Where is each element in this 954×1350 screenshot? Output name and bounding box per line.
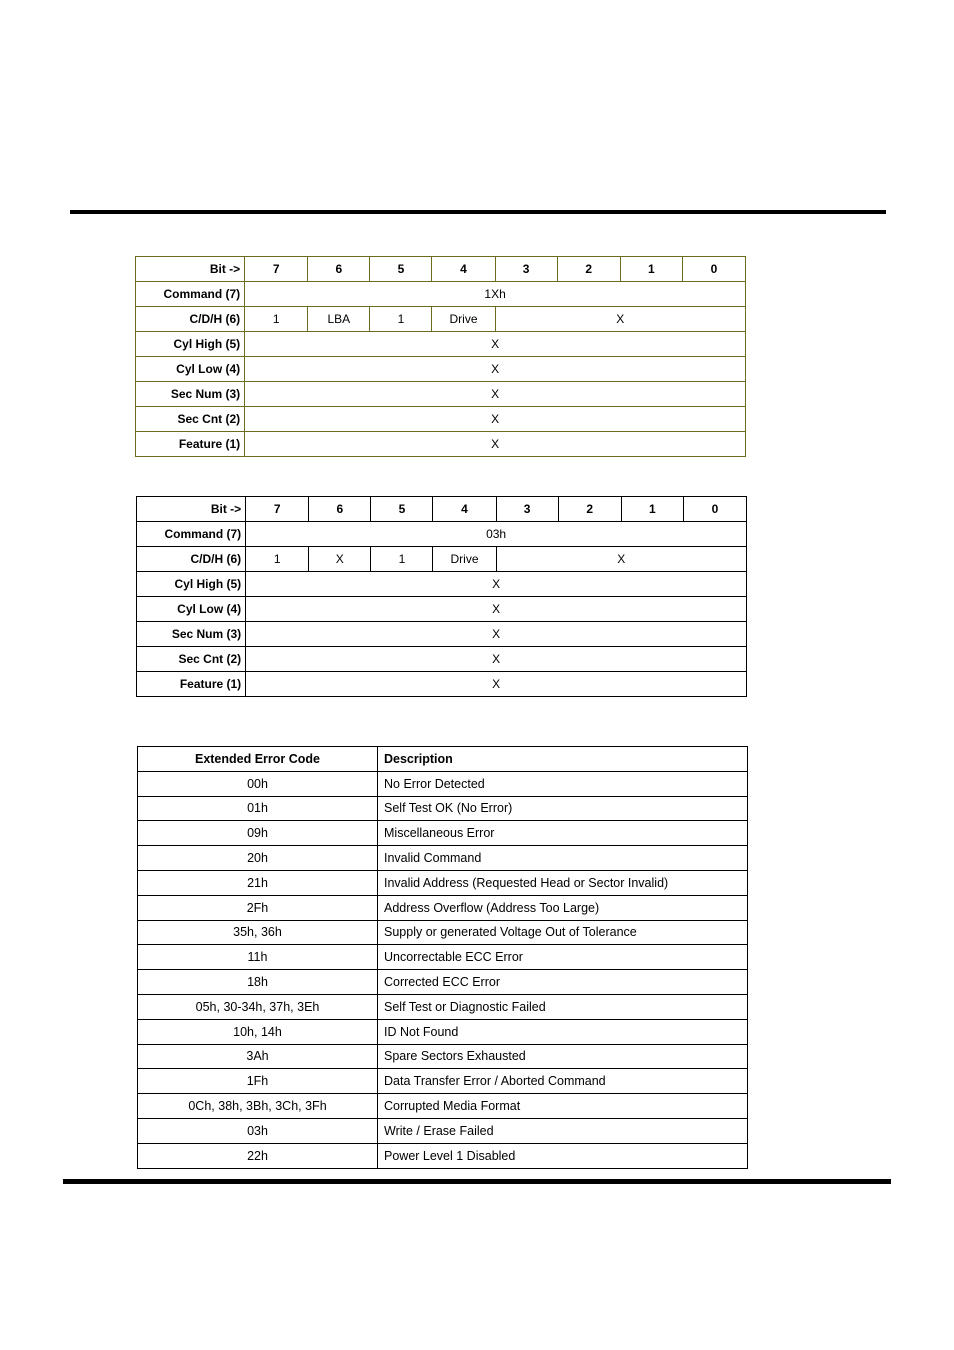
command-row — [136, 282, 746, 307]
register-row — [137, 647, 747, 672]
register-value: X — [246, 647, 747, 672]
error-row — [138, 1044, 748, 1069]
register-value: X — [245, 407, 746, 432]
register-label: Sec Cnt (2) — [137, 647, 246, 672]
error-code: 22h — [138, 1143, 378, 1168]
code-column-header: Extended Error Code — [138, 747, 378, 772]
error-code: 1Fh — [138, 1069, 378, 1094]
error-row — [138, 1094, 748, 1119]
register-row — [136, 357, 746, 382]
register-row — [137, 622, 747, 647]
register-row — [137, 672, 747, 697]
top-rule — [70, 210, 886, 214]
error-code: 11h — [138, 945, 378, 970]
error-row — [138, 1069, 748, 1094]
error-description: Uncorrectable ECC Error — [378, 945, 748, 970]
register-row — [137, 572, 747, 597]
error-description: Invalid Address (Requested Head or Sector Invalid) — [378, 870, 748, 895]
register-row — [136, 332, 746, 357]
cdh-bits-3-0: X — [496, 547, 746, 572]
register-table-a — [135, 256, 746, 457]
error-row — [138, 771, 748, 796]
register-label: Sec Cnt (2) — [136, 407, 245, 432]
error-row — [138, 1118, 748, 1143]
error-row — [138, 1019, 748, 1044]
error-row — [138, 1143, 748, 1168]
bit-5: 5 — [371, 497, 433, 522]
error-code: 05h, 30-34h, 37h, 3Eh — [138, 994, 378, 1019]
bit-6: 6 — [309, 497, 371, 522]
error-description: Corrected ECC Error — [378, 970, 748, 995]
error-code: 10h, 14h — [138, 1019, 378, 1044]
bit-3: 3 — [496, 497, 558, 522]
bit-6: 6 — [308, 257, 370, 282]
error-table-header — [138, 747, 748, 772]
register-row — [136, 382, 746, 407]
cdh-bit-4: Drive — [432, 307, 495, 332]
error-description: ID Not Found — [378, 1019, 748, 1044]
register-label: Feature (1) — [137, 672, 246, 697]
cdh-bit-6: LBA — [308, 307, 370, 332]
error-description: Self Test OK (No Error) — [378, 796, 748, 821]
description-column-header: Description — [378, 747, 748, 772]
register-table-b — [136, 496, 747, 697]
cdh-bit-7: 1 — [246, 547, 309, 572]
register-row — [136, 432, 746, 457]
error-code: 03h — [138, 1118, 378, 1143]
cdh-label: C/D/H (6) — [137, 547, 246, 572]
error-description: Self Test or Diagnostic Failed — [378, 994, 748, 1019]
register-value: X — [245, 432, 746, 457]
bit-2: 2 — [557, 257, 620, 282]
bit-4: 4 — [432, 257, 495, 282]
register-label: Cyl High (5) — [136, 332, 245, 357]
bit-1: 1 — [621, 497, 683, 522]
cdh-label: C/D/H (6) — [136, 307, 245, 332]
register-value: X — [245, 357, 746, 382]
error-code: 3Ah — [138, 1044, 378, 1069]
cdh-bit-6: X — [309, 547, 371, 572]
cdh-bits-3-0: X — [495, 307, 745, 332]
bit-1: 1 — [620, 257, 682, 282]
error-code: 21h — [138, 870, 378, 895]
error-row — [138, 994, 748, 1019]
bit-label: Bit -> — [137, 497, 246, 522]
register-row — [137, 597, 747, 622]
error-row — [138, 920, 748, 945]
bit-5: 5 — [370, 257, 432, 282]
bit-label: Bit -> — [136, 257, 245, 282]
error-code: 0Ch, 38h, 3Bh, 3Ch, 3Fh — [138, 1094, 378, 1119]
register-label: Cyl Low (4) — [137, 597, 246, 622]
error-description: Power Level 1 Disabled — [378, 1143, 748, 1168]
register-value: X — [245, 382, 746, 407]
cdh-bit-5: 1 — [371, 547, 433, 572]
error-description: Corrupted Media Format — [378, 1094, 748, 1119]
error-description: Address Overflow (Address Too Large) — [378, 895, 748, 920]
error-row — [138, 895, 748, 920]
bit-2: 2 — [558, 497, 621, 522]
error-description: Invalid Command — [378, 846, 748, 871]
error-description: Spare Sectors Exhausted — [378, 1044, 748, 1069]
error-row — [138, 970, 748, 995]
error-row — [138, 796, 748, 821]
register-value: X — [246, 622, 747, 647]
bit-header-row — [136, 257, 746, 282]
register-value: X — [245, 332, 746, 357]
register-label: Sec Num (3) — [137, 622, 246, 647]
error-code: 00h — [138, 771, 378, 796]
error-code: 01h — [138, 796, 378, 821]
bit-3: 3 — [495, 257, 557, 282]
cdh-bit-4: Drive — [433, 547, 496, 572]
error-row — [138, 821, 748, 846]
register-value: X — [246, 597, 747, 622]
register-row — [136, 407, 746, 432]
bit-0: 0 — [683, 497, 746, 522]
bit-0: 0 — [682, 257, 745, 282]
command-row — [137, 522, 747, 547]
error-row — [138, 870, 748, 895]
register-label: Cyl Low (4) — [136, 357, 245, 382]
error-description: Write / Erase Failed — [378, 1118, 748, 1143]
register-label: Feature (1) — [136, 432, 245, 457]
cdh-row — [137, 547, 747, 572]
register-label: Cyl High (5) — [137, 572, 246, 597]
register-label: Sec Num (3) — [136, 382, 245, 407]
cdh-row — [136, 307, 746, 332]
cdh-bit-7: 1 — [245, 307, 308, 332]
bit-4: 4 — [433, 497, 496, 522]
error-code: 18h — [138, 970, 378, 995]
bit-7: 7 — [245, 257, 308, 282]
bottom-rule — [63, 1179, 891, 1184]
cdh-bit-5: 1 — [370, 307, 432, 332]
error-description: Data Transfer Error / Aborted Command — [378, 1069, 748, 1094]
error-code: 20h — [138, 846, 378, 871]
command-label: Command (7) — [137, 522, 246, 547]
bit-7: 7 — [246, 497, 309, 522]
error-description: No Error Detected — [378, 771, 748, 796]
bit-header-row — [137, 497, 747, 522]
extended-error-table — [137, 746, 748, 1169]
error-description: Supply or generated Voltage Out of Tolerance — [378, 920, 748, 945]
error-row — [138, 846, 748, 871]
error-code: 35h, 36h — [138, 920, 378, 945]
register-value: X — [246, 672, 747, 697]
error-code: 2Fh — [138, 895, 378, 920]
error-code: 09h — [138, 821, 378, 846]
command-value: 1Xh — [245, 282, 746, 307]
command-value: 03h — [246, 522, 747, 547]
command-label: Command (7) — [136, 282, 245, 307]
register-value: X — [246, 572, 747, 597]
error-description: Miscellaneous Error — [378, 821, 748, 846]
error-row — [138, 945, 748, 970]
